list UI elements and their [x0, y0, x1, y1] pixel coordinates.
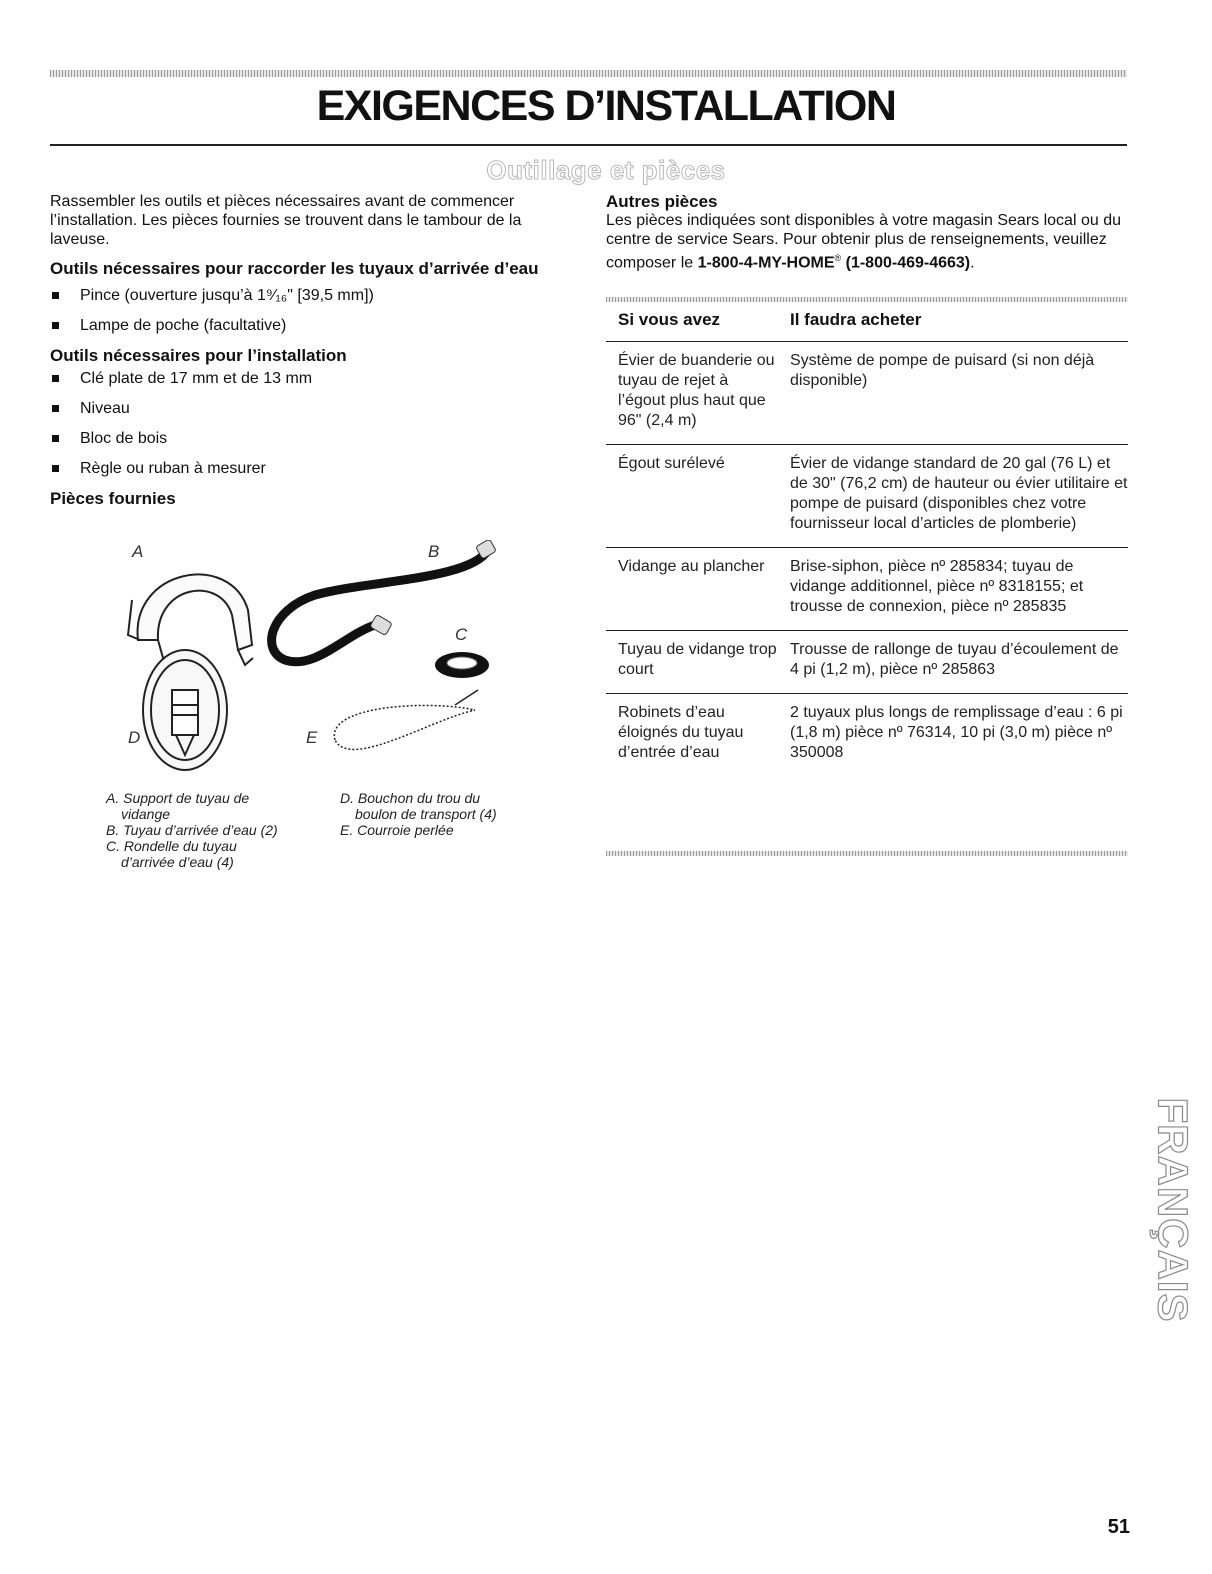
- list-item: Règle ou ruban à mesurer: [50, 459, 570, 489]
- caption-c-cont: d’arrivée d’eau (4): [121, 854, 234, 870]
- list-item: Niveau: [50, 399, 570, 429]
- bullet-icon: [52, 465, 59, 472]
- table-cell-buy: Brise-siphon, pièce nº 285834; tuyau de vidange additionnel, pièce nº 8318155; et trousse de connexion, pièce nº 285835: [778, 548, 1128, 631]
- bolt-hole-plug-drawing: [143, 650, 227, 770]
- bullet-icon: [52, 292, 59, 299]
- table-cell-have: Vidange au plancher: [606, 548, 778, 631]
- list-item: Clé plate de 17 mm et de 13 mm: [50, 369, 570, 399]
- table-cell-buy: Évier de vidange standard de 20 gal (76 L) et de 30" (76,2 cm) de hauteur ou évier utilitaire et pompe de puisard (disponibles chez votre fournisseur local d’articles de plomberie): [778, 445, 1128, 548]
- hose-washer-drawing: [435, 652, 489, 678]
- table-bottom-hatch: [606, 851, 1128, 856]
- table-header-row: [606, 300, 1128, 342]
- caption-b: B. Tuyau d’arrivée d’eau (2): [106, 822, 278, 838]
- section-title: Outillage et pièces: [486, 155, 726, 185]
- figure-captions-left: [106, 790, 278, 870]
- left-column: [50, 192, 570, 508]
- table-cell-have: Évier de buanderie ou tuyau de rejet à l’égout plus haut que 96" (2,4 m): [606, 342, 778, 445]
- caption-d: D. Bouchon du trou du: [340, 790, 481, 806]
- list-item: Lampe de poche (facultative): [50, 316, 570, 346]
- parts-illustration: [110, 540, 530, 790]
- other-parts-heading: Autres pièces: [606, 192, 718, 211]
- beaded-strap-drawing: [334, 690, 478, 749]
- tools-install-heading: Outils nécessaires pour l’installation: [50, 346, 347, 365]
- table-row: [606, 631, 1128, 694]
- table-cell-have: Égout surélevé: [606, 445, 778, 548]
- right-column: [606, 192, 1128, 272]
- tools-hoses-heading: Outils nécessaires pour raccorder les tuyaux d’arrivée d’eau: [50, 259, 539, 278]
- caption-d-cont: boulon de transport (4): [355, 806, 497, 822]
- bullet-icon: [52, 375, 59, 382]
- list-item: Bloc de bois: [50, 429, 570, 459]
- phone-number-alt: (1-800-469-4663): [845, 254, 971, 272]
- bullet-icon: [52, 405, 59, 412]
- table-row: [606, 342, 1128, 445]
- title-rule: [50, 144, 1127, 146]
- figure-letter-e: E: [306, 728, 318, 747]
- language-side-label: FRANÇAIS: [1149, 1097, 1196, 1323]
- figure-captions-right: [340, 790, 497, 838]
- table-cell-have: Tuyau de vidange trop court: [606, 631, 778, 694]
- caption-a-cont: vidange: [121, 806, 171, 822]
- table-row: [606, 445, 1128, 548]
- table-cell-buy: Système de pompe de puisard (si non déjà disponible): [778, 342, 1128, 445]
- column-header-buy: Il faudra acheter: [790, 310, 922, 329]
- phone-number: 1-800-4-MY-HOME: [697, 254, 835, 272]
- table-cell-have: Robinets d’eau éloignés du tuyau d’entrée d’eau: [606, 694, 778, 777]
- figure-letter-c: C: [455, 625, 468, 644]
- table-row: [606, 548, 1128, 631]
- list-item: Pince (ouverture jusqu’à 1⁹⁄₁₆" [39,5 mm]): [50, 286, 570, 316]
- page-title: EXIGENCES D’INSTALLATION: [316, 82, 896, 130]
- column-header-have: Si vous avez: [618, 310, 721, 329]
- parts-table: [606, 300, 1128, 776]
- bullet-icon: [52, 322, 59, 329]
- table-row: [606, 694, 1128, 777]
- other-parts-intro: Les pièces indiquées sont disponibles à votre magasin Sears local ou du centre de service Sears. Pour obtenir plus de renseignements, veuillez composer le 1-800-4-MY-HOME® (1-800-469-4663).: [606, 212, 1121, 272]
- bullet-icon: [52, 435, 59, 442]
- header-hatch-band: [50, 70, 1127, 77]
- parts-supplied-heading: Pièces fournies: [50, 489, 176, 508]
- caption-c: C. Rondelle du tuyau: [106, 838, 237, 854]
- figure-letter-a: A: [132, 542, 144, 561]
- table-cell-buy: 2 tuyaux plus longs de remplissage d’eau : 6 pi (1,8 m) pièce nº 76314, 10 pi (3,0 m) pièce nº 350008: [778, 694, 1128, 777]
- parts-figure: [110, 540, 530, 790]
- figure-letter-b: B: [428, 542, 440, 561]
- table-cell-buy: Trousse de rallonge de tuyau d’écoulement de 4 pi (1,2 m), pièce nº 285863: [778, 631, 1128, 694]
- page-number: 51: [1107, 1516, 1130, 1538]
- caption-e: E. Courroie perlée: [340, 822, 454, 838]
- intro-paragraph: Rassembler les outils et pièces nécessaires avant de commencer l’installation. Les pièces fournies se trouvent dans le tambour de la laveuse.: [50, 193, 522, 248]
- figure-letter-d: D: [128, 728, 141, 747]
- tools-hoses-list: [50, 286, 570, 346]
- caption-a: A. Support de tuyau de: [106, 790, 250, 806]
- tools-install-list: [50, 369, 570, 489]
